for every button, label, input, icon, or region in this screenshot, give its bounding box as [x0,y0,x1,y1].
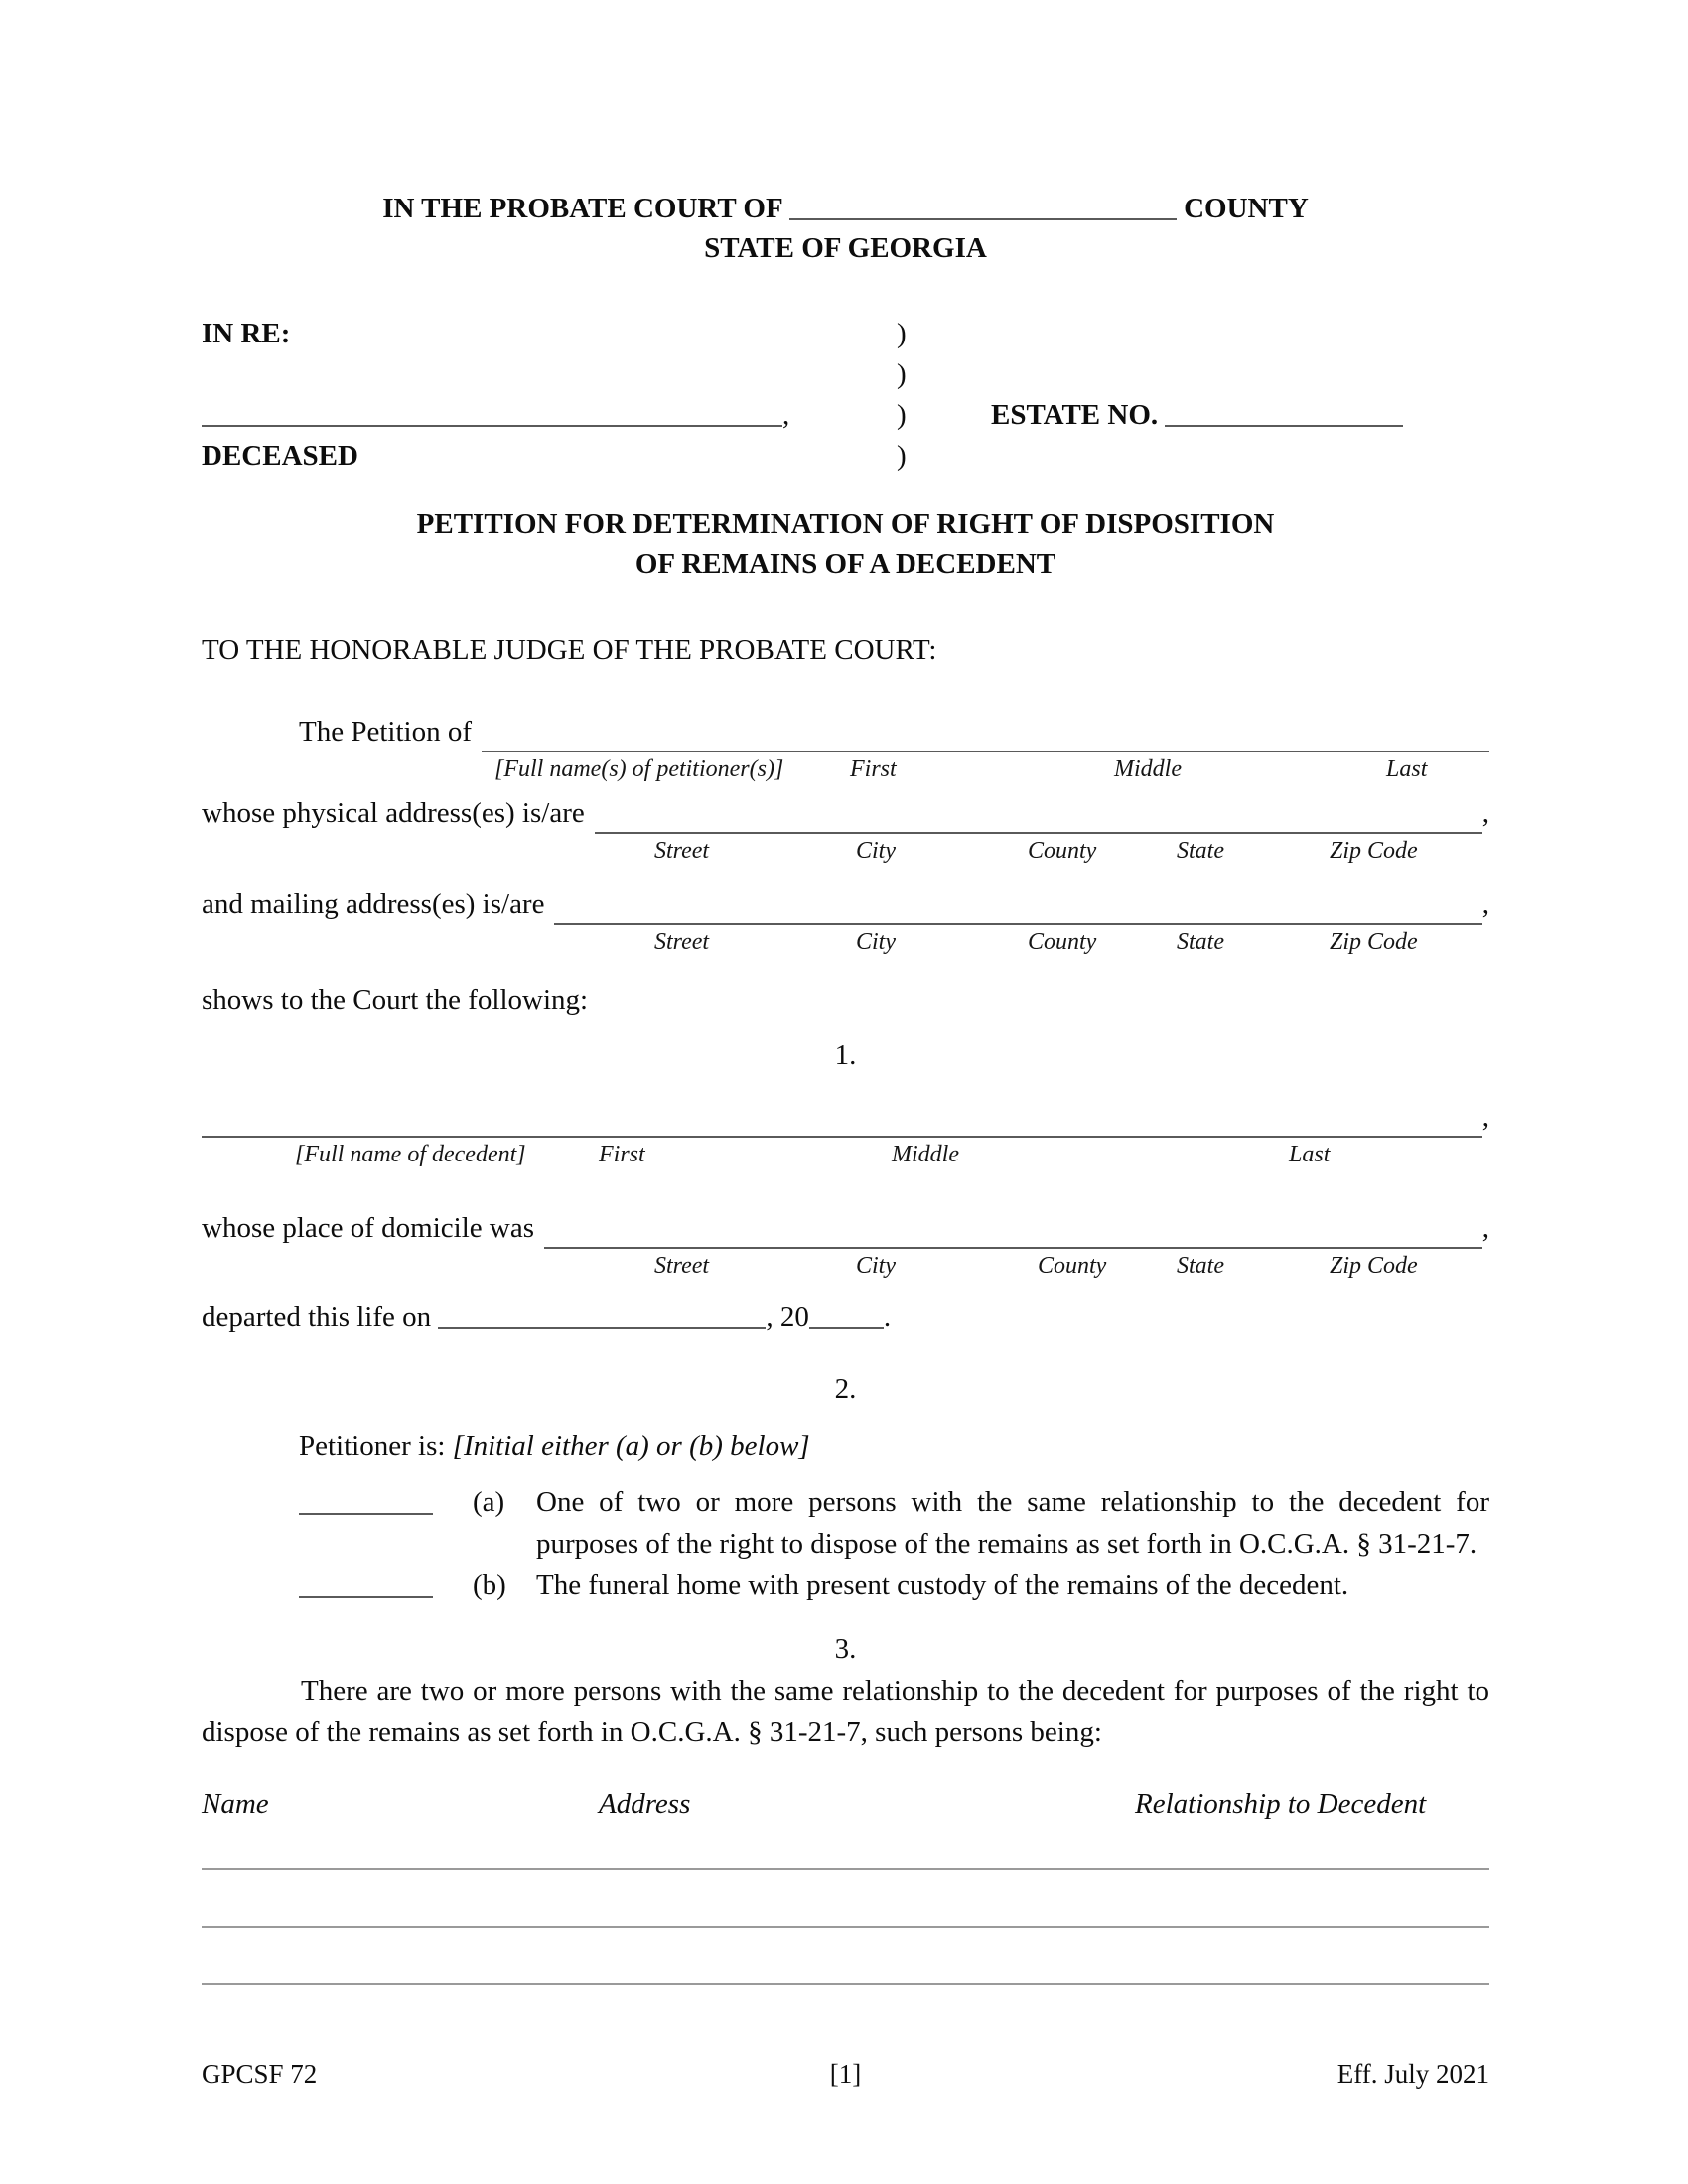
page-number: [1] [829,2059,862,2089]
section-3-number: 3. [834,1633,857,1665]
caption-row-4 [202,436,1489,477]
petitioner-last-label: Last [1386,756,1428,782]
mailing-address-label: and mailing address(es) is/are [202,888,545,920]
mailing-address-labels [202,925,1489,959]
state-label: State [1177,838,1224,864]
effective-date: Eff. July 2021 [1336,2059,1489,2089]
page-footer [202,2057,1489,2091]
domicile-label: whose place of domicile was [202,1212,535,1244]
physical-address-label: whose physical address(es) is/are [202,797,585,829]
physical-address-row [202,792,1489,834]
zip-label: Zip Code [1330,1253,1418,1279]
caption-paren: ) [897,358,907,390]
decedent-name-labels [202,1138,1489,1171]
decedent-name-blank[interactable] [202,1098,1482,1138]
initial-a-blank[interactable] [299,1481,433,1515]
petitioner-name-blank[interactable] [482,713,1489,752]
in-re-label: IN RE: [202,318,291,349]
option-b-row [202,1565,1489,1606]
decedent-name-row [202,1096,1489,1138]
petitioner-is-line [202,1426,1489,1467]
street-label: Street [654,929,710,955]
city-label: City [856,838,896,864]
caption-comma: , [782,399,790,431]
city-label: City [856,929,896,955]
court-header-suffix: COUNTY [1184,193,1309,224]
option-a-label: (a) [473,1486,505,1518]
decedent-name-caption-blank[interactable] [202,417,782,427]
street-label: Street [654,1253,710,1279]
initial-instruction: [Initial either (a) or (b) below] [452,1431,810,1462]
departed-label: departed this life on [202,1301,432,1333]
decedent-first-label: First [599,1142,645,1167]
section-2-number: 2. [834,1373,857,1405]
zip-label: Zip Code [1330,838,1418,864]
persons-table-header [202,1783,1489,1825]
county-label: County [1028,929,1097,955]
state-header: STATE OF GEORGIA [704,232,987,264]
form-number: GPCSF 72 [202,2059,318,2089]
zip-label: Zip Code [1330,929,1418,955]
relationship-column-header: Relationship to Decedent [1135,1788,1427,1820]
salutation: TO THE HONORABLE JUDGE OF THE PROBATE COURT: [202,634,937,666]
decedent-bracket-label: [Full name of decedent] [295,1142,526,1167]
initial-b-blank[interactable] [299,1565,433,1598]
state-label: State [1177,1253,1224,1279]
option-a-text: One of two or more persons with the same relationship to the decedent for purposes of the right to dispose of the remains as set forth in O.C.G.A. § 31-21-7. [536,1486,1489,1560]
persons-row-blank-2[interactable] [202,1870,1489,1928]
departed-mid: , 20 [766,1301,809,1333]
document-title-line2: OF REMAINS OF A DECEDENT [634,548,1056,580]
option-b-text: The funeral home with present custody of the remains of the decedent. [536,1570,1349,1601]
caption-paren: ) [897,399,907,431]
physical-address-blank[interactable] [595,794,1482,834]
decedent-middle-label: Middle [892,1142,959,1167]
decedent-last-label: Last [1289,1142,1331,1167]
petitioner-name-row [202,711,1489,752]
petitioner-middle-label: Middle [1114,756,1182,782]
petitioner-name-labels [202,752,1489,786]
petition-of-label: The Petition of [299,716,472,748]
option-a-row [202,1481,1489,1565]
document-title [202,504,1489,584]
persons-row-blank-1[interactable] [202,1825,1489,1870]
death-date-blank[interactable] [438,1319,766,1329]
departed-period: . [883,1301,892,1333]
physical-address-labels [202,834,1489,868]
caption-row-3 [202,395,1489,436]
mailing-address-blank[interactable] [554,886,1481,925]
mailing-address-comma: , [1481,888,1489,920]
mailing-address-row [202,884,1489,925]
address-column-header: Address [599,1788,691,1820]
caption-paren: ) [897,440,907,472]
county-name-blank[interactable] [789,210,1177,220]
petitioner-first-label: First [850,756,897,782]
section-1-number: 1. [834,1039,857,1071]
domicile-comma: , [1481,1212,1489,1244]
county-label: County [1028,838,1097,864]
street-label: Street [654,838,710,864]
case-caption [202,314,1489,477]
name-column-header: Name [202,1788,269,1820]
domicile-blank[interactable] [544,1209,1482,1249]
deceased-label: DECEASED [202,440,358,472]
caption-paren: ) [897,318,907,349]
court-header-prefix: IN THE PROBATE COURT OF [382,193,782,224]
persons-row-blank-3[interactable] [202,1928,1489,1985]
caption-row-2 [202,354,1489,395]
estate-no-label: ESTATE NO. [991,399,1159,431]
section-3-paragraph: There are two or more persons with the same relationship to the decedent for purposes of the right to dispose of the remains as set forth in O.C.G.A. § 31-21-7, such persons being: [202,1675,1489,1748]
city-label: City [856,1253,896,1279]
caption-row-1 [202,314,1489,354]
petitioner-is-label: Petitioner is: [299,1431,446,1462]
domicile-address-labels [202,1249,1489,1283]
document-title-line1: PETITION FOR DETERMINATION OF RIGHT OF DISPOSITION [416,508,1275,540]
county-label: County [1038,1253,1107,1279]
decedent-name-comma: , [1481,1101,1489,1133]
death-year-blank[interactable] [809,1319,884,1329]
state-label: State [1177,929,1224,955]
shows-line: shows to the Court the following: [202,984,589,1016]
court-header-line [202,189,1489,228]
departed-row [202,1297,1489,1338]
estate-no-blank[interactable] [1165,417,1403,427]
domicile-row [202,1207,1489,1249]
option-b-label: (b) [473,1570,506,1601]
physical-address-comma: , [1481,797,1489,829]
petitioner-bracket-label: [Full name(s) of petitioner(s)] [494,756,784,782]
